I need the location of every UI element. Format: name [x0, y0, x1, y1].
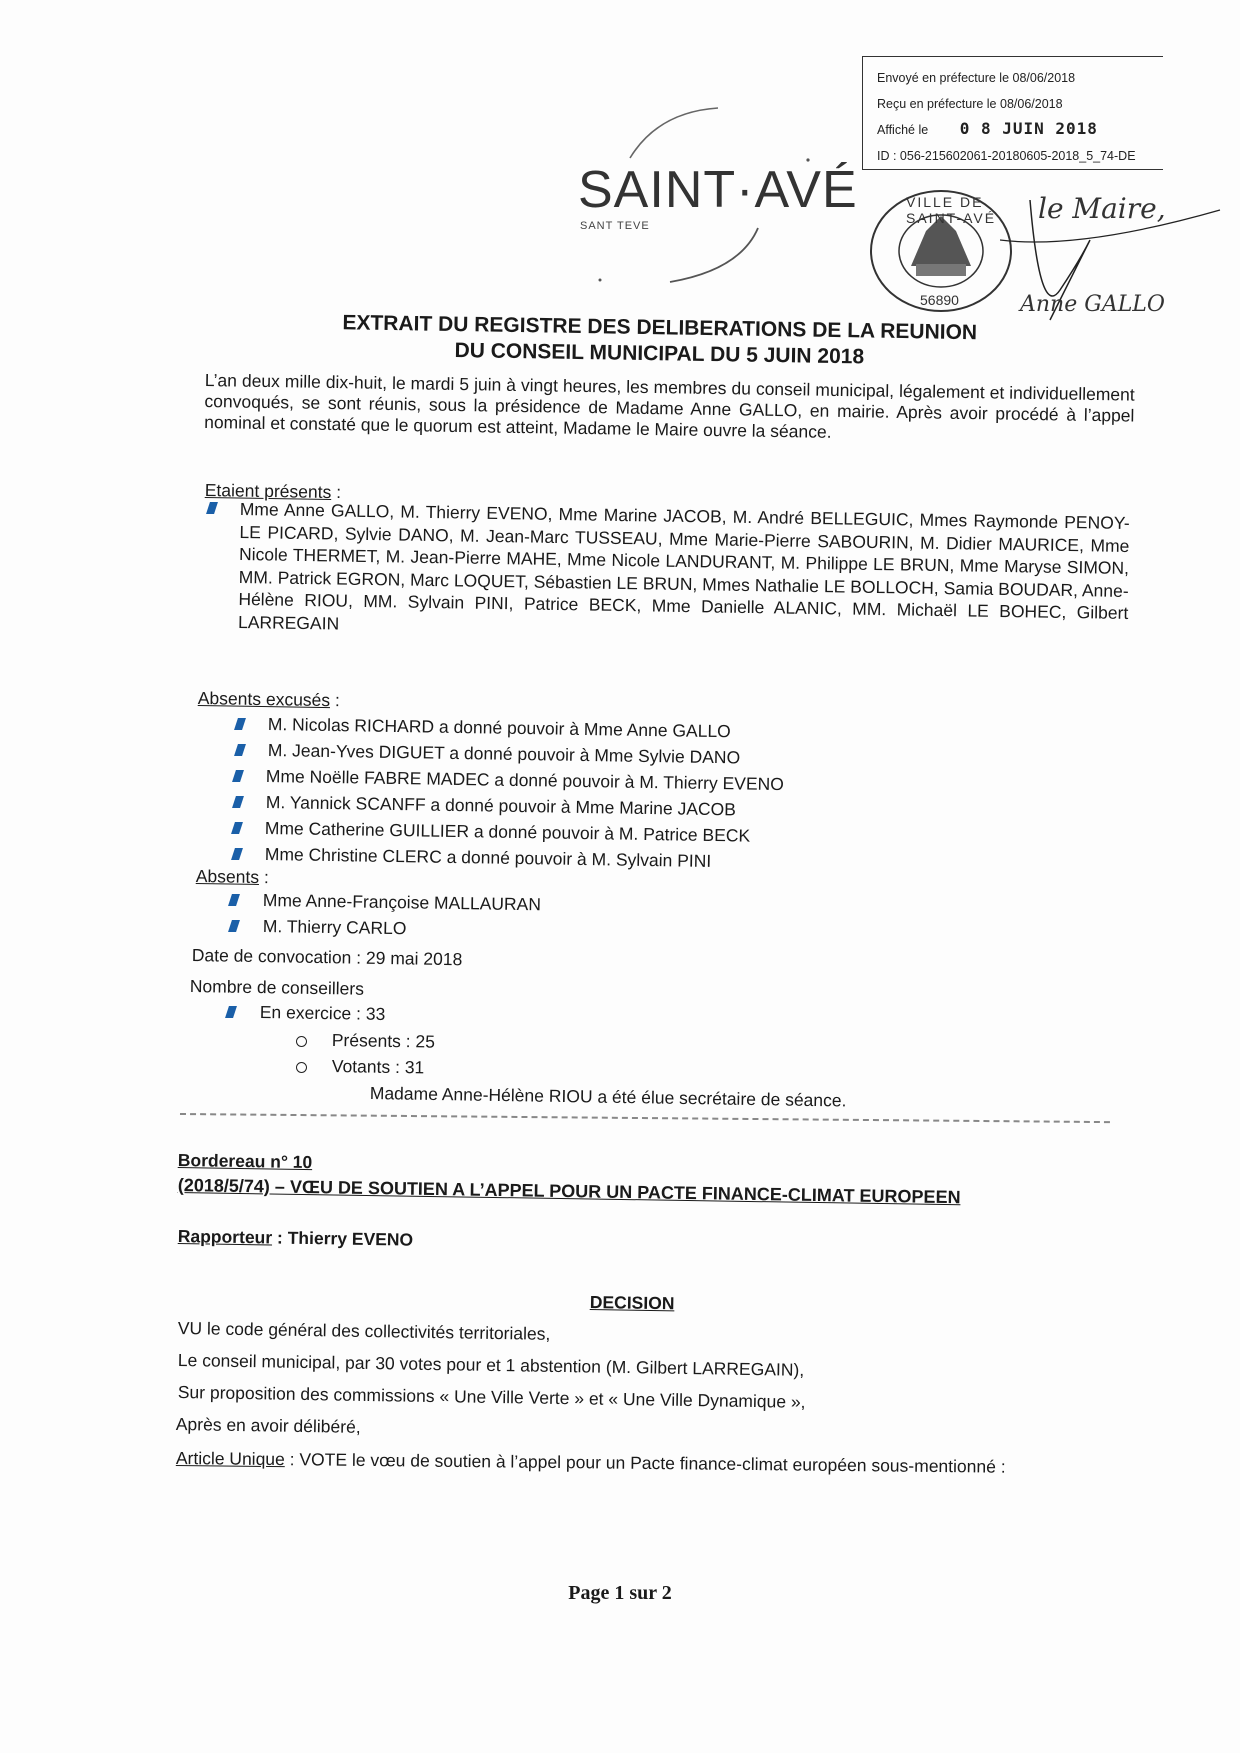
rapporteur [178, 1226, 414, 1250]
stamp-received: Reçu en préfecture le 08/06/2018 [877, 97, 1063, 111]
present-list: Mme Anne GALLO, M. Thierry EVENO, Mme Marine JACOB, M. André BELLEGUIC, Mmes Raymonde PENOY-LE PICARD, Sylvie DANO, M. Jean-Marc TUSSEAU, Mme Marie-Pierre SABOURIN, M. Didier MAURICE, Mme Nicole THERMET, M. Jean-Pierre MAHE, Mme Nicole LANDURANT, M. Philippe LE BRUN, Mme Maryse SIMON, MM. Patrick EGRON, Marc LOQUET, Sébastien LE BRUN, Mmes Nathalie LE BOLLOCH, Samia BOUDAR, Anne-Hélène RIOU, MM. Sylvain PINI, Patrice BECK, Mme Danielle ALANIC, MM. Michaël LE BOHEC, Gilbert LARREGAIN [237, 498, 1130, 634]
absent-heading [196, 866, 269, 887]
logo-subtitle: SANT TEVE [580, 220, 650, 232]
absent-heading-colon: : [258, 866, 269, 888]
count-voters: Votants : 31 [331, 1056, 425, 1078]
seal-postcode: 56890 [920, 292, 959, 308]
circle-bullet-icon [296, 1036, 307, 1047]
prefecture-stamp [862, 56, 1163, 170]
absent-item: Mme Anne-Françoise MALLAURAN [262, 890, 542, 915]
bullet-icon [232, 770, 244, 782]
excused-item: M. Jean-Yves DIGUET a donné pouvoir à Mme Sylvie DANO [267, 740, 741, 768]
article-unique [176, 1448, 1106, 1479]
stamp-posted-date: 0 8 JUIN 2018 [959, 119, 1098, 138]
title-line-2: DU CONSEIL MUNICIPAL DU 5 JUIN 2018 [454, 339, 865, 369]
saint-ave-logo [578, 100, 858, 290]
excused-item: Mme Catherine GUILLIER a donné pouvoir à M. Patrice BECK [264, 818, 751, 846]
stamp-sent: Envoyé en préfecture le 08/06/2018 [877, 71, 1076, 85]
bordereau-number: Bordereau n° 10 [177, 1150, 313, 1173]
absent-heading-label: Absents [195, 866, 260, 887]
excused-item: Mme Christine CLERC a donné pouvoir à M. Sylvain PINI [264, 844, 712, 872]
bullet-icon [234, 744, 246, 756]
bullet-icon [231, 822, 243, 834]
mayor-signature [1000, 180, 1230, 330]
intro-paragraph: L’an deux mille dix-huit, le mardi 5 juin à vingt heures, les membres du conseil municipal, légalement et individuellement convoqués, se sont réunis, sous la présidence de Madame Anne GALLO, en mairie. Après avoir procédé à l’appel nominal et constaté que le quorum est atteint, Madame le Maire ouvre la séance. [204, 370, 1135, 442]
rapporteur-name: : Thierry EVENO [271, 1227, 414, 1250]
bullet-icon [231, 848, 243, 860]
stamp-posted-label: Affiché le [877, 123, 929, 137]
decision-line: Après en avoir délibéré, [175, 1414, 361, 1437]
convocation-date: Date de convocation : 29 mai 2018 [191, 945, 463, 970]
bullet-icon [232, 796, 244, 808]
absent-item: M. Thierry CARLO [262, 916, 407, 939]
decision-line: Sur proposition des commissions « Une Ville Verte » et « Une Ville Dynamique », [177, 1382, 806, 1412]
excused-heading [198, 688, 340, 710]
title-line-1: EXTRAIT DU REGISTRE DES DELIBERATIONS DE LA REUNION [342, 311, 978, 345]
count-in-office: En exercice : 33 [259, 1002, 386, 1024]
page-number: Page 1 sur 2 [568, 1582, 672, 1604]
bullet-icon [225, 1006, 237, 1018]
signature-title: le Maire, [1038, 192, 1166, 225]
stamp-id: ID : 056-215602061-20180605-2018_5_74-DE [877, 149, 1136, 163]
present-heading-label: Etaient présents [204, 480, 332, 502]
article-label: Article Unique [175, 1448, 285, 1470]
present-heading-colon: : [331, 481, 342, 503]
bullet-icon [206, 502, 218, 514]
signature-name: Anne GALLO [1020, 292, 1165, 317]
bullet-icon [228, 894, 240, 906]
decision-line: Le conseil municipal, par 30 votes pour et 1 abstention (M. Gilbert LARREGAIN), [177, 1350, 805, 1380]
excused-item: M. Yannick SCANFF a donné pouvoir à Mme Marine JACOB [265, 792, 737, 820]
excused-heading-label: Absents excusés [197, 688, 331, 711]
stamp-posted [877, 119, 1098, 138]
bullet-icon [228, 920, 240, 932]
bullet-icon [234, 718, 246, 730]
decision-heading: DECISION [589, 1292, 675, 1314]
counts-label: Nombre de conseillers [189, 976, 365, 999]
seal-ring-text: VILLE DE SAINT-AVÉ [906, 194, 997, 226]
circle-bullet-icon [296, 1062, 307, 1073]
count-present: Présents : 25 [331, 1030, 436, 1052]
excused-item: M. Nicolas RICHARD a donné pouvoir à Mme Anne GALLO [267, 714, 731, 742]
excused-heading-colon: : [329, 690, 341, 711]
town-seal [866, 186, 1016, 316]
rapporteur-label: Rapporteur [177, 1226, 273, 1248]
article-text: : VOTE le vœu de soutien à l’appel pour un Pacte finance-climat européen sous-mentionné : [284, 1449, 1006, 1477]
secretary-note: Madame Anne-Hélène RIOU a été élue secrétaire de séance. [369, 1083, 847, 1111]
decision-line: VU le code général des collectivités territoriales, [177, 1318, 551, 1344]
section-divider [180, 1113, 1110, 1123]
bordereau-subject: (2018/5/74) – VŒU DE SOUTIEN A L’APPEL POUR UN PACTE FINANCE-CLIMAT EUROPEEN [177, 1175, 961, 1208]
excused-item: Mme Noëlle FABRE MADEC a donné pouvoir à M. Thierry EVENO [265, 766, 784, 795]
document-title [199, 308, 1120, 374]
logo-wordmark: SAINT·AVÉ [578, 161, 858, 219]
